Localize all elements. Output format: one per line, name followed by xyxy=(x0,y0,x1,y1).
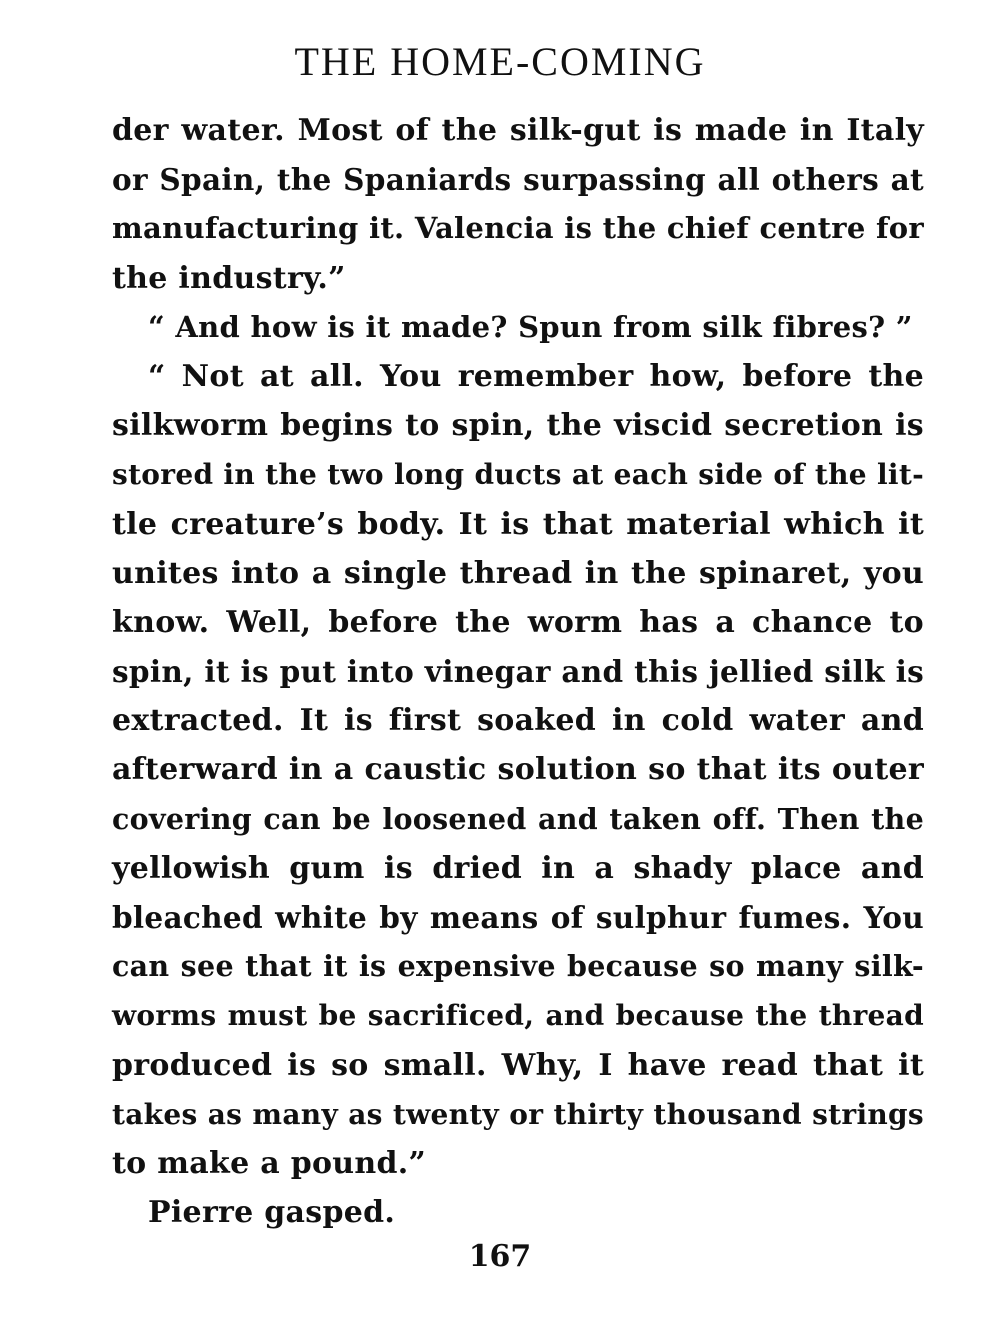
text-line: takes as many as twenty or thirty thousand strings xyxy=(112,1097,924,1131)
text-line: Pierre gasped. xyxy=(148,1195,396,1231)
text-line: stored in the two long ducts at each side of the lit- xyxy=(112,458,924,492)
text-line: know. Well, before the worm has a chance to xyxy=(112,604,924,640)
text-line: manufacturing it. Valencia is the chief centre for xyxy=(112,211,924,246)
text-line: tle creature’s body. It is that material which it xyxy=(112,506,924,542)
text-line: silkworm begins to spin, the viscid secretion is xyxy=(112,408,924,444)
text-line: can see that it is expensive because so many silk- xyxy=(112,949,924,984)
text-line: bleached white by means of sulphur fumes. You xyxy=(112,900,924,935)
text-line: the industry.” xyxy=(112,260,346,296)
text-line: “ And how is it made? Spun from silk fibres? ” xyxy=(148,309,913,344)
text-line: produced is so small. Why, I have read that it xyxy=(112,1047,924,1083)
text-line: yellowish gum is dried in a shady place and xyxy=(112,850,924,886)
text-line: spin, it is put into vinegar and this jellied silk is xyxy=(112,654,924,690)
text-line: covering can be loosened and taken off. Then the xyxy=(112,801,924,836)
text-line: der water. Most of the silk-gut is made in Italy xyxy=(112,113,924,148)
text-line: afterward in a caustic solution so that its outer xyxy=(112,752,924,788)
text-line: unites into a single thread in the spinaret, you xyxy=(112,555,924,591)
text-line: to make a pound.” xyxy=(112,1145,427,1181)
body-text xyxy=(112,106,924,1237)
text-line: or Spain, the Spaniards surpassing all others at xyxy=(112,162,924,198)
running-head-title: THE HOME-COMING xyxy=(294,39,706,84)
text-line: extracted. It is first soaked in cold water and xyxy=(112,703,924,739)
page-number: 167 xyxy=(468,1239,532,1274)
text-line: worms must be sacrificed, and because the thread xyxy=(112,999,924,1033)
text-line: “ Not at all. You remember how, before the xyxy=(148,358,924,394)
